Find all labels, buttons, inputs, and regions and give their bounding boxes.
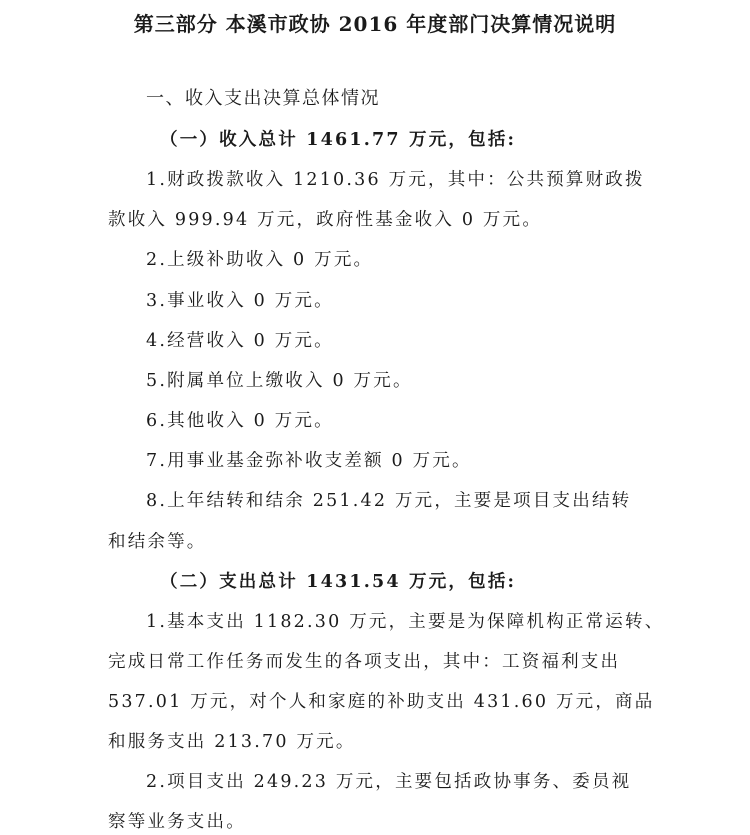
expense-item-1-line-4: 和服务支出 213.70 万元。: [108, 732, 356, 752]
document-title: 第三部分 本溪市政协 2016 年度部门决算情况说明: [133, 12, 617, 36]
income-item-3: 3.事业收入 0 万元。: [146, 291, 334, 311]
expense-item-2-line-1: 2.项目支出 249.23 万元，主要包括政协事务、委员视: [146, 772, 632, 792]
expense-total-heading: （二）支出总计 1431.54 万元，包括:: [160, 572, 517, 592]
income-item-4: 4.经营收入 0 万元。: [146, 331, 334, 351]
income-item-5: 5.附属单位上缴收入 0 万元。: [146, 371, 413, 391]
income-total-heading: （一）收入总计 1461.77 万元，包括:: [160, 130, 517, 150]
section-heading-income-expense: 一、收入支出决算总体情况: [146, 88, 380, 109]
income-item-7: 7.用事业基金弥补收支差额 0 万元。: [146, 451, 472, 471]
expense-item-1-line-2: 完成日常工作任务而发生的各项支出，其中：工资福利支出: [108, 652, 621, 672]
income-item-6: 6.其他收入 0 万元。: [146, 411, 334, 431]
income-item-1-line-2: 款收入 999.94 万元，政府性基金收入 0 万元。: [108, 210, 543, 230]
income-item-1-line-1: 1.财政拨款收入 1210.36 万元，其中：公共预算财政拨: [146, 170, 645, 190]
expense-item-1-line-3: 537.01 万元，对个人和家庭的补助支出 431.60 万元，商品: [108, 692, 655, 712]
income-item-8-line-2: 和结余等。: [108, 532, 207, 552]
income-item-8-line-1: 8.上年结转和结余 251.42 万元，主要是项目支出结转: [146, 491, 632, 511]
income-item-2: 2.上级补助收入 0 万元。: [146, 250, 374, 270]
expense-item-2-line-2: 察等业务支出。: [108, 812, 246, 832]
expense-item-1-line-1: 1.基本支出 1182.30 万元，主要是为保障机构正常运转、: [146, 612, 665, 632]
